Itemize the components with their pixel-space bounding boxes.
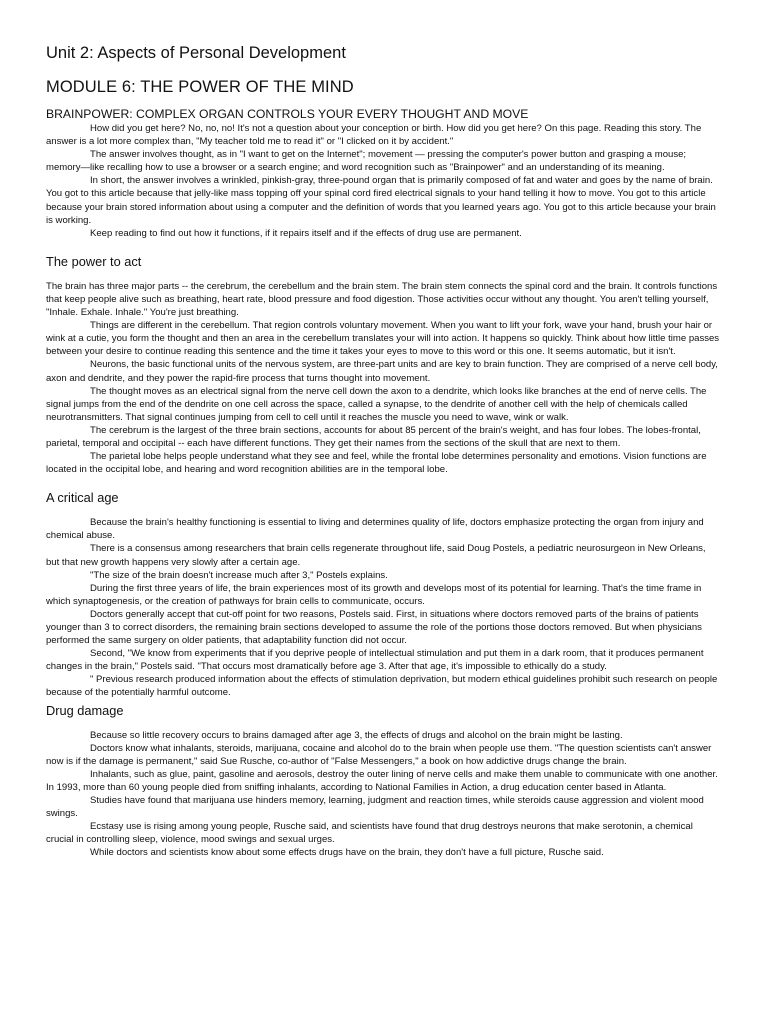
body-paragraph: The brain has three major parts -- the cerebrum, the cerebellum and the brain stem. The brain stem connects the spinal cord and the brain. It controls functions that keep people alive such as breathing, heart rate, blood pressure and food digestion. Those activities occur without any thought. You aren't telling yourself, "Inhale. Exhale. Inhale." You're just breathing. bbox=[46, 280, 718, 319]
body-paragraph: Second, "We know from experiments that if you deprive people of intellectual stimulation and put them in a dark room, that it produces permanent changes in the brain," Postels said. "That occurs most dramatically before age 3. After that age, it's impossible to ethically do a study. bbox=[46, 648, 704, 673]
body-paragraph: The thought moves as an electrical signal from the nerve cell down the axon to a dendrite, which looks like branches at the end of nerve cells. The signal jumps from the end of the dendrite on one cell across the space, called a synapse, to the dendrite of another cell with the help of chemicals called neurotransmitters. That signal continues jumping from cell to cell until it reaches the muscle you need to wave, wink or walk. bbox=[46, 385, 707, 423]
body-paragraph: During the first three years of life, the brain experiences most of its growth and develops most of its potential for learning. That's the time frame in which synaptogenesis, or the creation of pathways for brain cells to communicate, occurs. bbox=[46, 582, 702, 607]
section-title-critical-age: A critical age bbox=[46, 490, 119, 506]
body-paragraph: While doctors and scientists know about some effects drugs have on the brain, they don't have a full picture, Rusche said. bbox=[90, 847, 604, 859]
intro-paragraph: In short, the answer involves a wrinkled, pinkish-gray, three-pound organ that is primarily composed of fat and water and goes by the name of brain. You got to this article because that jelly-like mass topping off your spinal cord fired electrical signals to your hand telling it how to move. You got to this article because your brain stored information about using a computer and the definition of words that you learned years ago. You got to this article because your brain is working. bbox=[46, 175, 716, 226]
body-paragraph: Things are different in the cerebellum. That region controls voluntary movement. When you want to lift your fork, wave your hand, brush your hair or wink at a cutie, you form the thought and then an area in the cerebellum translates your will into action. It happens so quickly. Think about how little time passes between your desire to continue reading this sentence and the time it takes your eyes to move to this word or this one. It seems automatic, but it isn't. bbox=[46, 320, 720, 358]
body-paragraph: The cerebrum is the largest of the three brain sections, accounts for about 85 percent of the brain's weight, and has four lobes. The lobes-frontal, parietal, temporal and occipital -- each have different functions. They get their names from the sections of the skull that are next to them. bbox=[46, 424, 701, 449]
body-paragraph: Ecstasy use is rising among young people, Rusche said, and scientists have found that drug destroys neurons that make serotonin, a chemical crucial in controlling sleep, violence, mood swings and sexual urges. bbox=[46, 821, 693, 846]
body-paragraph: " Previous research produced information about the effects of stimulation deprivation, but modern ethical guidelines prohibit such research on people because of the potentially harmful outcome. bbox=[46, 674, 718, 699]
intro-paragraph: Keep reading to find out how it functions, if it repairs itself and if the effects of drug use are permanent. bbox=[90, 227, 522, 239]
critical-section bbox=[46, 516, 720, 699]
body-paragraph: "The size of the brain doesn't increase much after 3," Postels explains. bbox=[90, 569, 388, 581]
body-paragraph: Because so little recovery occurs to brains damaged after age 3, the effects of drugs and alcohol on the brain might be lasting. bbox=[90, 729, 623, 741]
body-paragraph: Because the brain's healthy functioning is essential to living and determines quality of life, doctors emphasize protecting the organ from injury and chemical abuse. bbox=[46, 517, 704, 542]
intro-section bbox=[46, 122, 720, 240]
power-section bbox=[46, 280, 720, 476]
body-paragraph: There is a consensus among researchers that brain cells regenerate throughout life, said Doug Postels, a pediatric neurosurgeon in New Orleans, but that new growth happens very slowly after a certain age. bbox=[46, 543, 706, 568]
section-title-power-to-act: The power to act bbox=[46, 253, 142, 269]
body-paragraph: Studies have found that marijuana use hinders memory, learning, judgment and reaction times, while steroids cause aggression and violent mood swings. bbox=[46, 795, 704, 820]
intro-paragraph: How did you get here? No, no, no! It's not a question about your conception or birth. How did you get here? On this page. Reading this story. The answer is a lot more complex than, "My teacher told me to read it" or "I clicked on it by accident." bbox=[46, 123, 702, 148]
body-paragraph: Inhalants, such as glue, paint, gasoline and aerosols, destroy the outer lining of nerve cells and make them unable to communicate with one another. In 1993, more than 60 young people died from sniffing inhalants, according to National Families in Action, a drug education center based in Atlanta. bbox=[46, 768, 718, 793]
body-paragraph: The parietal lobe helps people understand what they see and feel, while the frontal lobe determines personality and emotions. Vision functions are located in the occipital lobe, and hearing and word recognition abilities are in the temporal lobe. bbox=[46, 451, 707, 476]
intro-paragraph: The answer involves thought, as in "I want to get on the Internet"; movement — pressing the computer's power button and grasping a mouse; memory—like recalling how to use a browser or a search engine; and word recognition such as "Brainpower" and an understanding of its meaning. bbox=[46, 149, 687, 174]
article-title: BRAINPOWER: COMPLEX ORGAN CONTROLS YOUR EVERY THOUGHT AND MOVE bbox=[46, 107, 529, 121]
body-paragraph: Doctors generally accept that cut-off point for two reasons, Postels said. First, in situations where doctors removed parts of the brains of patients younger than 3 to correct disorders, the remaining brain sections developed to assume the role of the portions those doctors removed. But when physicians performed the same surgery on older patients, that adaptability function did not occur. bbox=[46, 608, 702, 647]
module-title: MODULE 6: THE POWER OF THE MIND bbox=[46, 78, 354, 96]
unit-title: Unit 2: Aspects of Personal Development bbox=[46, 44, 346, 62]
body-paragraph: Neurons, the basic functional units of the nervous system, are three-part units and are key to brain function. They are comprised of a nerve cell body, axon and dendrite, and they power the rapid-fire process that turns thought into movement. bbox=[46, 359, 718, 384]
drug-section bbox=[46, 729, 720, 860]
body-paragraph: Doctors know what inhalants, steroids, marijuana, cocaine and alcohol do to the brain when people use them. "The question scientists can't answer now is if the damage is permanent," said Sue Rusche, co-author of "False Messengers," a book on how addictive drugs change the brain. bbox=[46, 742, 712, 767]
section-title-drug-damage: Drug damage bbox=[46, 702, 124, 718]
